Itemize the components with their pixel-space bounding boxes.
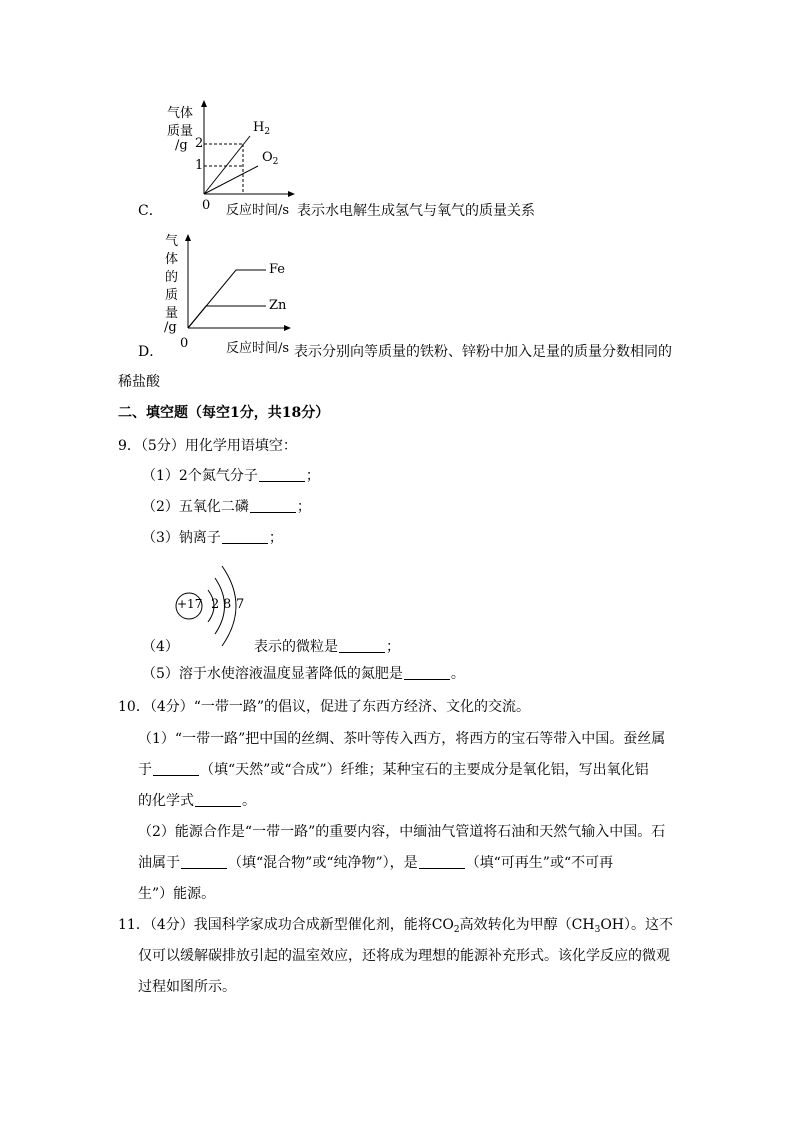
- graph-c-ylabel-2: 质量: [167, 124, 194, 139]
- atom-diagram: [172, 556, 252, 656]
- graph-c-x-arrow: [288, 191, 295, 197]
- q10-p1-line3-pre: 的化学式: [138, 793, 194, 809]
- q10-p1-line3: [138, 791, 256, 811]
- q11-line1-mid: 高效转化为甲醇（CH: [459, 917, 595, 933]
- q10-stem: 10．（4分）“一带一路”的倡议，促进了东西方经济、文化的交流。: [118, 699, 531, 715]
- q10-blank-4[interactable]: [419, 854, 465, 869]
- graph-c-line-o2: [204, 166, 258, 194]
- q11-sub-2: 3: [594, 925, 601, 935]
- q10-p2-line2: [138, 853, 613, 873]
- graph-c-tick-1: 1: [195, 158, 204, 173]
- q10-blank-3[interactable]: [181, 854, 227, 869]
- q10-blank-2[interactable]: [195, 792, 241, 807]
- q9-part1: [142, 466, 320, 486]
- q9-part2-end: ；: [296, 499, 311, 515]
- graph-c-label-o2: $O_2$: [262, 150, 279, 167]
- q9-part3-text: （3）钠离子: [142, 530, 221, 546]
- graph-d-ylabel-6: /g: [164, 320, 177, 335]
- q10-p2-line2-post: （填“可再生”或“不可再: [465, 855, 614, 871]
- q9-part5-text: （5）溶于水使溶液温度显著降低的氮肥是: [142, 666, 403, 682]
- graph-c-tick-2: 2: [195, 136, 204, 151]
- atom-shell-2-count: 8: [223, 597, 232, 612]
- q9-part1-blank[interactable]: [259, 467, 305, 482]
- q10-p2-line2-mid: （填“混合物”或“纯净物”），是: [228, 855, 418, 871]
- section-heading: 二、填空题（每空1分，共18分）: [118, 405, 330, 421]
- graph-d-line-fe: [188, 270, 266, 328]
- q9-part4-end: ；: [386, 639, 400, 655]
- option-c-letter: C．: [138, 203, 163, 219]
- q9-part2-blank[interactable]: [250, 498, 296, 513]
- graph-d-ylabel-2: 体: [165, 252, 179, 267]
- graph-c-ylabel-1: 气体: [167, 106, 194, 121]
- graph-c-origin: 0: [202, 198, 211, 213]
- graph-d-svg: [160, 230, 310, 350]
- q11-line3: 过程如图所示。: [138, 979, 236, 995]
- graph-d-ylabel-1: 气: [165, 234, 179, 249]
- q11-line1-pre: 11．（4分）我国科学家成功合成新型催化剂，能将CO: [118, 917, 454, 933]
- atom-shell-1-count: 2: [211, 597, 220, 612]
- q9-part1-text: （1）2个氮气分子: [142, 468, 258, 484]
- graph-d-label-zn: Zn: [269, 298, 287, 313]
- graph-d-ylabel-5: 量: [165, 306, 179, 321]
- graph-d-ylabel-3: 的: [165, 270, 179, 285]
- option-d-letter: D．: [138, 344, 164, 360]
- q9-part5: [142, 664, 465, 684]
- graph-d-label-fe: Fe: [269, 262, 286, 277]
- graph-d-xlabel: 反应时间/s: [226, 341, 290, 356]
- q9-stem: 9．（5分）用化学用语填空：: [118, 438, 297, 454]
- q9-part4-text: 表示的微粒是: [254, 639, 338, 655]
- graph-c-ylabel-3: /g: [175, 138, 188, 153]
- graph-d-origin: 0: [180, 336, 189, 351]
- graph-d-ylabel-4: 质: [165, 288, 179, 303]
- atom-nucleus-label: +17: [177, 597, 203, 611]
- q10-p1-line2-post: （填“天然”或“合成”）纤维；某种宝石的主要成分是氧化铝，写出氧化铝: [200, 762, 649, 778]
- q9-part3-blank[interactable]: [222, 529, 268, 544]
- atom-shell-3-count: 7: [236, 597, 245, 612]
- q10-p1-line2-pre: 于: [138, 762, 152, 778]
- q10-blank-1[interactable]: [153, 761, 199, 776]
- graph-d-x-arrow: [284, 325, 291, 331]
- q10-p1-line2: [138, 760, 649, 780]
- q9-part2-text: （2）五氧化二磷: [142, 499, 249, 515]
- q9-part5-blank[interactable]: [404, 665, 450, 680]
- q10-p1-line3-post: 。: [242, 793, 256, 809]
- q10-p2-line1: （2）能源合作是“一带一路”的重要内容，中缅油气管道将石油和天然气输入中国。石: [138, 824, 666, 840]
- q9-part3-end: ；: [268, 530, 283, 546]
- q9-part5-end: 。: [450, 666, 465, 682]
- q11-line1-post: OH）。这不: [600, 917, 673, 933]
- graph-c-xlabel: 反应时间/s: [226, 203, 290, 218]
- q9-part4: [254, 637, 400, 657]
- q10-p2-line3: 生”）能源。: [138, 886, 216, 902]
- graph-d: [160, 230, 310, 350]
- graph-d-line-zn: [188, 306, 266, 328]
- q9-part3: [142, 528, 283, 548]
- q11-sub-1: 2: [453, 925, 460, 935]
- q11-line2: 仅可以缓解碳排放引起的温室效应，还将成为理想的能源补充形式。该化学反应的微观: [138, 948, 670, 964]
- q9-part1-end: ；: [305, 468, 320, 484]
- graph-d-y-arrow: [185, 234, 191, 241]
- q10-p2-line2-pre: 油属于: [138, 855, 180, 871]
- q9-part2: [142, 497, 311, 517]
- option-c-desc: 表示水电解生成氢气与氧气的质量关系: [297, 203, 535, 219]
- q10-p1-line1: （1）“一带一路”把中国的丝绸、茶叶等传入西方，将西方的宝石等带入中国。蚕丝属: [138, 731, 666, 747]
- graph-c-label-h2: $H_2$: [253, 120, 271, 137]
- option-d-desc: 表示分别向等质量的铁粉、锌粉中加入足量的质量分数相同的: [294, 344, 672, 360]
- q9-part4-label: （4）: [142, 639, 179, 655]
- graph-c-y-arrow: [201, 100, 207, 107]
- q9-part4-blank[interactable]: [339, 638, 385, 653]
- q11-line1: [118, 915, 673, 935]
- option-d-desc-cont: 稀盐酸: [118, 374, 160, 390]
